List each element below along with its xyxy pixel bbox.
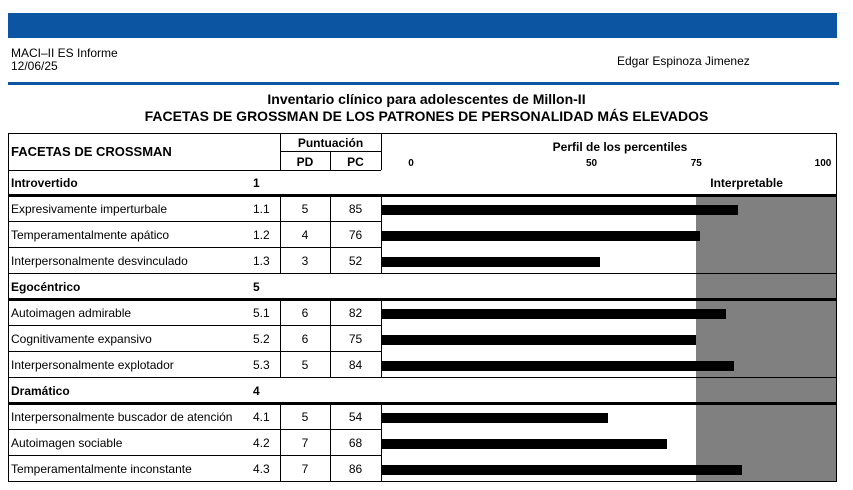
table-rule: [8, 170, 9, 196]
table-rule: [8, 378, 9, 404]
facet-pc: 85: [348, 202, 363, 216]
table-rule: [8, 456, 9, 482]
table-rule: [836, 222, 837, 248]
facet-pd: 4: [301, 228, 309, 242]
facet-pc: 84: [348, 358, 363, 372]
facet-code: 5.1: [253, 306, 270, 320]
table-rule: [836, 133, 837, 170]
group-code: 1: [253, 176, 260, 190]
facet-pd: 5: [301, 358, 309, 372]
table-rule: [381, 222, 382, 248]
table-rule: [381, 300, 382, 326]
facet-name: Autoimagen admirable: [11, 306, 132, 320]
header-divider: [8, 82, 839, 85]
facet-pc: 75: [348, 332, 363, 346]
patient-name: Edgar Espinoza Jimenez: [617, 54, 750, 68]
table-rule: [8, 273, 837, 274]
table-rule: [280, 248, 281, 274]
percentile-bar: [382, 335, 696, 345]
facet-name: Interpersonalmente desvinculado: [11, 254, 188, 268]
percentile-tick-label: 50: [585, 158, 598, 169]
facets-column-header: FACETAS DE CROSSMAN: [11, 144, 172, 159]
table-rule: [280, 404, 281, 430]
table-rule: [8, 133, 837, 134]
facet-code: 5.2: [253, 332, 270, 346]
facet-code: 5.3: [253, 358, 270, 372]
table-rule: [836, 456, 837, 482]
facet-code: 4.1: [253, 410, 270, 424]
group-code: 5: [253, 280, 260, 294]
table-rule: [280, 430, 281, 456]
facet-name: Temperamentalmente inconstante: [11, 462, 192, 476]
percentile-bar: [382, 205, 738, 215]
table-rule: [8, 455, 381, 456]
percentile-bar: [382, 231, 700, 241]
top-brand-bar: [8, 13, 837, 38]
table-rule: [280, 196, 281, 222]
table-rule: [836, 170, 837, 196]
table-rule: [8, 194, 837, 197]
table-rule: [8, 221, 381, 222]
table-rule: [8, 352, 9, 378]
table-rule: [330, 404, 331, 430]
table-rule: [8, 247, 381, 248]
table-rule: [280, 133, 281, 170]
table-rule: [836, 430, 837, 456]
facet-name: Temperamentalmente apático: [11, 228, 170, 242]
table-rule: [8, 402, 837, 405]
report-name: MACI–II ES Informe: [11, 46, 118, 60]
table-rule: [330, 326, 331, 352]
group-code: 4: [253, 384, 260, 398]
percentile-tick-label: 75: [690, 158, 702, 169]
table-rule: [280, 222, 281, 248]
table-rule: [8, 377, 837, 378]
table-rule: [280, 456, 281, 482]
score-header: Puntuación: [297, 136, 364, 150]
report-date: 12/06/25: [11, 59, 58, 73]
table-rule: [330, 248, 331, 274]
table-rule: [330, 430, 331, 456]
percentile-tick-label: 100: [814, 158, 832, 169]
table-rule: [330, 151, 331, 170]
table-rule: [8, 196, 9, 222]
facet-code: 1.3: [253, 254, 270, 268]
table-rule: [381, 196, 382, 222]
table-rule: [836, 248, 837, 274]
table-rule: [330, 222, 331, 248]
report-subtitle: FACETAS DE GROSSMAN DE LOS PATRONES DE PERSONALIDAD MÁS ELEVADOS: [144, 108, 709, 124]
table-rule: [8, 133, 9, 170]
table-rule: [836, 378, 837, 404]
percentile-bar: [382, 413, 608, 423]
table-rule: [8, 248, 9, 274]
interpretable-label: Interpretable: [710, 176, 783, 190]
table-rule: [381, 326, 382, 352]
pd-header: PD: [296, 155, 314, 169]
facet-pc: 52: [348, 254, 363, 268]
facet-code: 1.2: [253, 228, 270, 242]
group-name: Introvertido: [11, 176, 78, 190]
table-rule: [836, 326, 837, 352]
table-rule: [280, 326, 281, 352]
facet-code: 4.2: [253, 436, 270, 450]
facet-pd: 7: [301, 436, 309, 450]
facet-name: Interpersonalmente explotador: [11, 358, 174, 372]
table-rule: [8, 429, 381, 430]
table-rule: [8, 404, 9, 430]
table-rule: [8, 351, 381, 352]
table-rule: [836, 404, 837, 430]
percentile-bar: [382, 361, 734, 371]
table-rule: [381, 430, 382, 456]
facet-name: Expresivamente imperturbale: [11, 202, 168, 216]
table-rule: [8, 274, 9, 300]
percentile-bar: [382, 465, 742, 475]
table-rule: [330, 456, 331, 482]
table-rule: [381, 404, 382, 430]
table-rule: [836, 274, 837, 300]
percentile-bar: [382, 309, 726, 319]
table-rule: [8, 222, 9, 248]
table-rule: [8, 326, 9, 352]
group-name: Dramático: [11, 384, 70, 398]
facet-pd: 6: [301, 306, 309, 320]
facet-pd: 6: [301, 332, 309, 346]
facet-pd: 5: [301, 410, 309, 424]
table-rule: [330, 352, 331, 378]
table-rule: [381, 352, 382, 378]
table-rule: [280, 300, 281, 326]
interpretable-zone: [696, 194, 837, 482]
facet-pd: 5: [301, 202, 309, 216]
profile-header: Perfil de los percentiles: [552, 140, 688, 154]
facet-pc: 54: [348, 410, 363, 424]
report-title: Inventario clínico para adolescentes de Millon-II: [267, 91, 586, 107]
facet-pd: 3: [301, 254, 309, 268]
percentile-tick-label: 0: [408, 158, 414, 169]
table-rule: [836, 352, 837, 378]
table-rule: [836, 196, 837, 222]
percentile-bar: [382, 439, 667, 449]
table-rule: [280, 352, 281, 378]
facet-pc: 86: [348, 462, 363, 476]
percentile-bar: [382, 257, 600, 267]
facet-code: 1.1: [253, 202, 270, 216]
table-rule: [8, 325, 381, 326]
facet-pd: 7: [301, 462, 309, 476]
pc-header: PC: [347, 155, 364, 169]
facet-code: 4.3: [253, 462, 270, 476]
table-rule: [8, 430, 9, 456]
report-info: [11, 47, 118, 73]
facet-pc: 82: [348, 306, 363, 320]
table-rule: [836, 300, 837, 326]
table-rule: [8, 170, 381, 171]
table-rule: [381, 456, 382, 482]
table-rule: [8, 300, 9, 326]
group-name: Egocéntrico: [11, 280, 81, 294]
facet-name: Cognitivamente expansivo: [11, 332, 152, 346]
table-rule: [8, 298, 837, 301]
table-rule: [381, 133, 382, 170]
table-rule: [330, 300, 331, 326]
facet-name: Interpersonalmente buscador de atención: [11, 410, 233, 424]
table-rule: [330, 196, 331, 222]
facet-pc: 76: [348, 228, 363, 242]
facet-pc: 68: [348, 436, 363, 450]
table-rule: [381, 248, 382, 274]
facet-name: Autoimagen sociable: [11, 436, 123, 450]
table-rule: [8, 481, 837, 482]
